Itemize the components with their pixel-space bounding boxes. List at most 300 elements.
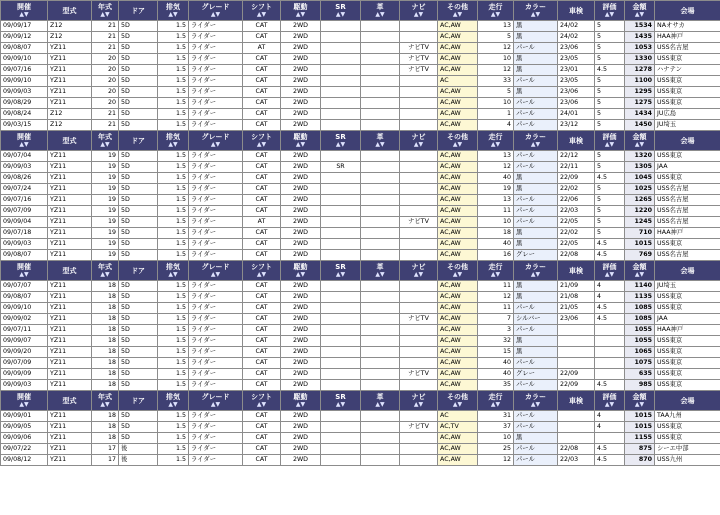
table-row[interactable]: [1, 314, 720, 325]
cell-options: AC,AW: [438, 98, 478, 109]
header-label: SR: [335, 392, 346, 401]
sort-arrows-icon[interactable]: ▲▼: [295, 270, 306, 278]
table-row[interactable]: [1, 325, 720, 336]
cell-leather: [361, 444, 400, 455]
header-drive[interactable]: [281, 1, 321, 21]
cell-year: 20: [92, 87, 119, 98]
cell-drive: 2WD: [281, 21, 321, 32]
cell-grade: ライダー: [189, 314, 243, 325]
header-mileage[interactable]: [478, 261, 514, 281]
cell-inspection: [558, 336, 595, 347]
sort-arrows-icon[interactable]: ▲▼: [210, 140, 221, 148]
cell-score: 5: [595, 120, 625, 131]
cell-displacement: 1.5: [158, 347, 189, 358]
header-date[interactable]: [1, 391, 48, 411]
header-price[interactable]: [625, 131, 655, 151]
table-row[interactable]: [1, 380, 720, 391]
cell-mileage: 10: [478, 54, 514, 65]
cell-color: パール: [514, 303, 558, 314]
sort-arrows-icon[interactable]: ▲▼: [19, 270, 29, 278]
table-row[interactable]: [1, 54, 720, 65]
header-sunroof[interactable]: [321, 391, 361, 411]
cell-options: AC,AW: [438, 162, 478, 173]
cell-venue: USS東京: [655, 98, 720, 109]
header-label: シフト: [251, 392, 272, 401]
sort-arrows-icon[interactable]: ▲▼: [604, 140, 615, 148]
sort-arrows-icon[interactable]: ▲▼: [100, 400, 110, 408]
table-row[interactable]: [1, 217, 720, 228]
cell-model: YZ11: [48, 98, 92, 109]
sort-arrows-icon[interactable]: ▲▼: [375, 10, 385, 18]
sort-arrows-icon[interactable]: ▲▼: [335, 400, 346, 408]
sort-arrows-icon[interactable]: ▲▼: [604, 400, 615, 408]
sort-arrows-icon[interactable]: ▲▼: [335, 140, 346, 148]
header-color[interactable]: [514, 131, 558, 151]
cell-date: 09/07/09: [1, 358, 48, 369]
header-price[interactable]: [625, 261, 655, 281]
cell-venue: USS東京: [655, 87, 720, 98]
cell-date: 09/07/22: [1, 444, 48, 455]
sort-arrows-icon[interactable]: ▲▼: [19, 10, 29, 18]
cell-mileage: 11: [478, 303, 514, 314]
cell-date: 09/08/12: [1, 455, 48, 466]
table-row[interactable]: [1, 292, 720, 303]
cell-price: 1085: [625, 303, 655, 314]
sort-arrows-icon[interactable]: ▲▼: [490, 400, 501, 408]
cell-shift: CAT: [243, 250, 281, 261]
cell-leather: [361, 21, 400, 32]
cell-sunroof: [321, 455, 361, 466]
header-year[interactable]: [92, 261, 119, 281]
header-mileage[interactable]: [478, 1, 514, 21]
table-row[interactable]: [1, 173, 720, 184]
cell-grade: ライダー: [189, 380, 243, 391]
sort-arrows-icon[interactable]: ▲▼: [530, 10, 541, 18]
cell-options: AC,AW: [438, 358, 478, 369]
header-sunroof[interactable]: [321, 131, 361, 151]
sort-arrows-icon[interactable]: ▲▼: [604, 270, 615, 278]
table-row[interactable]: [1, 87, 720, 98]
header-shift[interactable]: [243, 131, 281, 151]
cell-displacement: 1.5: [158, 21, 189, 32]
header-label: カラー: [525, 392, 546, 401]
table-row[interactable]: [1, 336, 720, 347]
cell-drive: 2WD: [281, 173, 321, 184]
sort-arrows-icon[interactable]: ▲▼: [490, 10, 501, 18]
sort-arrows-icon[interactable]: ▲▼: [375, 270, 385, 278]
cell-grade: ライダー: [189, 195, 243, 206]
cell-year: 18: [92, 347, 119, 358]
cell-grade: ライダー: [189, 65, 243, 76]
sort-arrows-icon[interactable]: ▲▼: [634, 140, 645, 148]
table-row[interactable]: [1, 65, 720, 76]
sort-arrows-icon[interactable]: ▲▼: [295, 140, 306, 148]
cell-leather: [361, 422, 400, 433]
cell-navi: [400, 162, 438, 173]
table-row[interactable]: [1, 21, 720, 32]
cell-sunroof: [321, 109, 361, 120]
cell-displacement: 1.5: [158, 411, 189, 422]
header-grade[interactable]: [189, 391, 243, 411]
cell-inspection: 22/02: [558, 228, 595, 239]
cell-model: YZ11: [48, 292, 92, 303]
cell-options: AC,AW: [438, 54, 478, 65]
cell-score: [595, 325, 625, 336]
header-mileage[interactable]: [478, 131, 514, 151]
cell-navi: ナビTV: [400, 369, 438, 380]
sort-arrows-icon[interactable]: ▲▼: [295, 10, 306, 18]
cell-door: 後: [119, 455, 158, 466]
sort-arrows-icon[interactable]: ▲▼: [295, 400, 306, 408]
cell-leather: [361, 151, 400, 162]
cell-shift: CAT: [243, 411, 281, 422]
cell-price: 1450: [625, 120, 655, 131]
cell-options: AC,AW: [438, 455, 478, 466]
table-row[interactable]: [1, 206, 720, 217]
cell-navi: [400, 98, 438, 109]
cell-leather: [361, 173, 400, 184]
cell-mileage: 11: [478, 206, 514, 217]
sort-arrows-icon[interactable]: ▲▼: [168, 140, 178, 148]
header-options[interactable]: [438, 131, 478, 151]
cell-model: YZ11: [48, 195, 92, 206]
sort-arrows-icon[interactable]: ▲▼: [100, 270, 110, 278]
table-row[interactable]: [1, 444, 720, 455]
cell-navi: [400, 173, 438, 184]
cell-score: 5: [595, 228, 625, 239]
sort-arrows-icon[interactable]: ▲▼: [168, 400, 178, 408]
header-date[interactable]: [1, 131, 48, 151]
cell-color: 黒: [514, 433, 558, 444]
cell-date: 09/07/04: [1, 151, 48, 162]
cell-grade: ライダー: [189, 303, 243, 314]
cell-mileage: 5: [478, 87, 514, 98]
cell-options: AC,AW: [438, 32, 478, 43]
table-row[interactable]: [1, 109, 720, 120]
table-row[interactable]: [1, 411, 720, 422]
cell-shift: CAT: [243, 347, 281, 358]
cell-leather: [361, 109, 400, 120]
header-venue: [655, 391, 720, 411]
table-row[interactable]: [1, 455, 720, 466]
cell-venue: USS九州: [655, 455, 720, 466]
cell-price: 1055: [625, 336, 655, 347]
header-color[interactable]: [514, 1, 558, 21]
cell-grade: ライダー: [189, 325, 243, 336]
table-row[interactable]: [1, 433, 720, 444]
sort-arrows-icon[interactable]: ▲▼: [490, 140, 501, 148]
sort-arrows-icon[interactable]: ▲▼: [413, 140, 424, 148]
cell-options: AC,TV: [438, 422, 478, 433]
cell-score: 5: [595, 21, 625, 32]
sort-arrows-icon[interactable]: ▲▼: [335, 270, 346, 278]
header-displacement[interactable]: [158, 261, 189, 281]
cell-date: 09/09/12: [1, 32, 48, 43]
cell-year: 18: [92, 422, 119, 433]
header-navi[interactable]: [400, 131, 438, 151]
header-navi[interactable]: [400, 391, 438, 411]
cell-score: 4.5: [595, 455, 625, 466]
cell-date: 09/07/07: [1, 281, 48, 292]
cell-navi: [400, 87, 438, 98]
header-drive[interactable]: [281, 391, 321, 411]
sort-arrows-icon[interactable]: ▲▼: [452, 140, 463, 148]
cell-options: AC,AW: [438, 195, 478, 206]
header-shift[interactable]: [243, 1, 281, 21]
cell-price: 870: [625, 455, 655, 466]
header-label: 開催: [17, 132, 31, 141]
cell-year: 21: [92, 109, 119, 120]
header-navi[interactable]: [400, 261, 438, 281]
cell-displacement: 1.5: [158, 109, 189, 120]
header-label: ナビ: [411, 132, 426, 141]
cell-options: AC,AW: [438, 184, 478, 195]
header-label: 車検: [569, 6, 583, 15]
cell-date: 09/08/07: [1, 292, 48, 303]
table-row[interactable]: [1, 281, 720, 292]
cell-price: 1045: [625, 173, 655, 184]
table-row[interactable]: [1, 162, 720, 173]
header-score[interactable]: [595, 131, 625, 151]
cell-grade: ライダー: [189, 120, 243, 131]
table-row[interactable]: [1, 369, 720, 380]
cell-date: 09/09/05: [1, 422, 48, 433]
cell-mileage: 12: [478, 292, 514, 303]
cell-options: AC,AW: [438, 380, 478, 391]
header-date[interactable]: [1, 261, 48, 281]
sort-arrows-icon[interactable]: ▲▼: [375, 140, 385, 148]
sort-arrows-icon[interactable]: ▲▼: [490, 270, 501, 278]
header-score[interactable]: [595, 1, 625, 21]
cell-venue: USS東京: [655, 173, 720, 184]
sort-arrows-icon[interactable]: ▲▼: [210, 10, 221, 18]
cell-score: 4.5: [595, 250, 625, 261]
cell-grade: ライダー: [189, 347, 243, 358]
table-row[interactable]: [1, 32, 720, 43]
cell-displacement: 1.5: [158, 206, 189, 217]
cell-price: 1220: [625, 206, 655, 217]
header-year[interactable]: [92, 1, 119, 21]
header-leather[interactable]: [361, 391, 400, 411]
sort-arrows-icon[interactable]: ▲▼: [168, 10, 178, 18]
cell-price: 1295: [625, 87, 655, 98]
cell-door: 5D: [119, 184, 158, 195]
cell-sunroof: [321, 228, 361, 239]
table-row[interactable]: [1, 422, 720, 433]
cell-color: 黒: [514, 281, 558, 292]
header-label: 金額: [632, 262, 647, 271]
cell-navi: [400, 336, 438, 347]
header-year[interactable]: [92, 131, 119, 151]
header-price[interactable]: [625, 391, 655, 411]
table-row[interactable]: [1, 43, 720, 54]
header-options[interactable]: [438, 1, 478, 21]
header-label: カラー: [525, 2, 546, 11]
table-row[interactable]: [1, 120, 720, 131]
cell-door: 5D: [119, 109, 158, 120]
cell-year: 19: [92, 151, 119, 162]
sort-arrows-icon[interactable]: ▲▼: [19, 400, 29, 408]
sort-arrows-icon[interactable]: ▲▼: [256, 10, 267, 18]
sort-arrows-icon[interactable]: ▲▼: [634, 270, 645, 278]
header-mileage[interactable]: [478, 391, 514, 411]
header-shift[interactable]: [243, 391, 281, 411]
cell-displacement: 1.5: [158, 228, 189, 239]
sort-arrows-icon[interactable]: ▲▼: [530, 400, 541, 408]
cell-year: 18: [92, 292, 119, 303]
sort-arrows-icon[interactable]: ▲▼: [413, 10, 424, 18]
header-sunroof[interactable]: [321, 1, 361, 21]
cell-sunroof: [321, 21, 361, 32]
header-displacement[interactable]: [158, 131, 189, 151]
sort-arrows-icon[interactable]: ▲▼: [413, 400, 424, 408]
header-grade[interactable]: [189, 261, 243, 281]
cell-inspection: 22/03: [558, 455, 595, 466]
cell-displacement: 1.5: [158, 65, 189, 76]
header-navi[interactable]: [400, 1, 438, 21]
table-row[interactable]: [1, 228, 720, 239]
sort-arrows-icon[interactable]: ▲▼: [413, 270, 424, 278]
header-color[interactable]: [514, 261, 558, 281]
header-leather[interactable]: [361, 131, 400, 151]
header-color[interactable]: [514, 391, 558, 411]
sort-arrows-icon[interactable]: ▲▼: [335, 10, 346, 18]
cell-score: 4.5: [595, 173, 625, 184]
cell-drive: 2WD: [281, 54, 321, 65]
cell-shift: CAT: [243, 54, 281, 65]
table-row[interactable]: [1, 76, 720, 87]
sort-arrows-icon[interactable]: ▲▼: [452, 10, 463, 18]
cell-model: YZ11: [48, 336, 92, 347]
sort-arrows-icon[interactable]: ▲▼: [452, 270, 463, 278]
header-label: 開催: [17, 2, 31, 11]
sort-arrows-icon[interactable]: ▲▼: [168, 270, 178, 278]
header-displacement[interactable]: [158, 391, 189, 411]
cell-model: YZ11: [48, 250, 92, 261]
cell-score: 5: [595, 206, 625, 217]
sort-arrows-icon[interactable]: ▲▼: [634, 400, 645, 408]
cell-inspection: 21/08: [558, 292, 595, 303]
cell-door: 5D: [119, 422, 158, 433]
header-leather[interactable]: [361, 1, 400, 21]
table-row[interactable]: [1, 347, 720, 358]
header-drive[interactable]: [281, 261, 321, 281]
header-shift[interactable]: [243, 261, 281, 281]
header-drive[interactable]: [281, 131, 321, 151]
cell-model: YZ11: [48, 228, 92, 239]
sort-arrows-icon[interactable]: ▲▼: [634, 10, 645, 18]
sort-arrows-icon[interactable]: ▲▼: [530, 140, 541, 148]
cell-price: 1320: [625, 151, 655, 162]
cell-grade: ライダー: [189, 433, 243, 444]
header-score[interactable]: [595, 391, 625, 411]
sort-arrows-icon[interactable]: ▲▼: [256, 270, 267, 278]
header-label: 走行: [488, 262, 503, 271]
header-grade[interactable]: [189, 1, 243, 21]
header-label: その他: [447, 132, 468, 141]
header-displacement[interactable]: [158, 1, 189, 21]
sort-arrows-icon[interactable]: ▲▼: [210, 270, 221, 278]
header-label: 年式: [98, 2, 112, 11]
cell-year: 18: [92, 303, 119, 314]
cell-sunroof: [321, 314, 361, 325]
header-venue: [655, 261, 720, 281]
table-row[interactable]: [1, 250, 720, 261]
header-label: 車検: [569, 396, 583, 405]
cell-venue: JAA: [655, 162, 720, 173]
cell-leather: [361, 281, 400, 292]
table-row[interactable]: [1, 239, 720, 250]
cell-options: AC,AW: [438, 173, 478, 184]
sort-arrows-icon[interactable]: ▲▼: [210, 400, 221, 408]
sort-arrows-icon[interactable]: ▲▼: [100, 140, 110, 148]
header-year[interactable]: [92, 391, 119, 411]
sort-arrows-icon[interactable]: ▲▼: [375, 400, 385, 408]
cell-price: 710: [625, 228, 655, 239]
sort-arrows-icon[interactable]: ▲▼: [604, 10, 615, 18]
cell-sunroof: [321, 433, 361, 444]
cell-sunroof: [321, 206, 361, 217]
cell-displacement: 1.5: [158, 195, 189, 206]
cell-door: 5D: [119, 54, 158, 65]
cell-score: 5: [595, 109, 625, 120]
cell-drive: 2WD: [281, 43, 321, 54]
sort-arrows-icon[interactable]: ▲▼: [256, 400, 267, 408]
sort-arrows-icon[interactable]: ▲▼: [530, 270, 541, 278]
cell-grade: ライダー: [189, 54, 243, 65]
table-row[interactable]: [1, 358, 720, 369]
cell-model: Z12: [48, 32, 92, 43]
header-price[interactable]: [625, 1, 655, 21]
header-grade[interactable]: [189, 131, 243, 151]
header-date[interactable]: [1, 1, 48, 21]
cell-color: パール: [514, 76, 558, 87]
cell-drive: 2WD: [281, 217, 321, 228]
cell-color: パール: [514, 380, 558, 391]
cell-color: 黒: [514, 239, 558, 250]
table-row[interactable]: [1, 303, 720, 314]
header-options[interactable]: [438, 261, 478, 281]
cell-date: 09/07/16: [1, 65, 48, 76]
cell-shift: CAT: [243, 281, 281, 292]
sort-arrows-icon[interactable]: ▲▼: [256, 140, 267, 148]
cell-inspection: 22/09: [558, 369, 595, 380]
cell-options: AC: [438, 411, 478, 422]
sort-arrows-icon[interactable]: ▲▼: [19, 140, 29, 148]
cell-sunroof: [321, 43, 361, 54]
header-score[interactable]: [595, 261, 625, 281]
header-options[interactable]: [438, 391, 478, 411]
table-row[interactable]: [1, 184, 720, 195]
header-label: 排気: [166, 262, 180, 271]
table-row[interactable]: [1, 98, 720, 109]
cell-price: 1015: [625, 239, 655, 250]
cell-color: 黒: [514, 21, 558, 32]
sort-arrows-icon[interactable]: ▲▼: [452, 400, 463, 408]
header-label: 走行: [488, 132, 503, 141]
cell-venue: USS東京: [655, 292, 720, 303]
table-row[interactable]: [1, 151, 720, 162]
cell-displacement: 1.5: [158, 303, 189, 314]
header-leather[interactable]: [361, 261, 400, 281]
cell-navi: [400, 76, 438, 87]
header-sunroof[interactable]: [321, 261, 361, 281]
table-row[interactable]: [1, 195, 720, 206]
sort-arrows-icon[interactable]: ▲▼: [100, 10, 110, 18]
cell-grade: ライダー: [189, 239, 243, 250]
header-label: 金額: [632, 132, 647, 141]
cell-year: 18: [92, 325, 119, 336]
